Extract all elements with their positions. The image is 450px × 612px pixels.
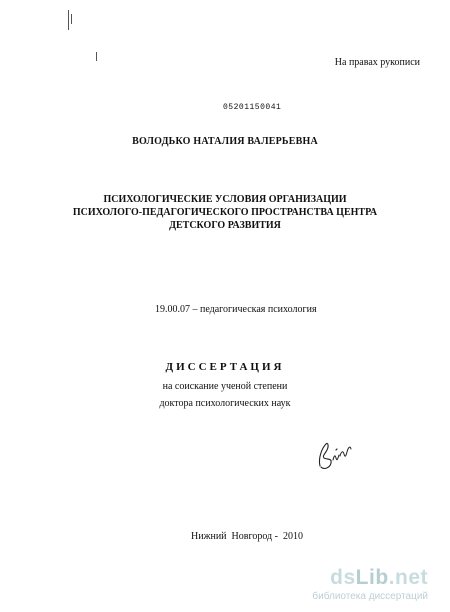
document-code: 05201150041 [223, 103, 282, 112]
city-year: Нижний Новгород - 2010 [191, 531, 303, 542]
watermark-brand: dsLib.net [330, 566, 428, 589]
watermark-logo [298, 564, 428, 608]
handwritten-signature [314, 436, 364, 476]
dissertation-label: ДИССЕРТАЦИЯ [165, 361, 285, 373]
dissertation-title [0, 193, 450, 232]
title-line: ПСИХОЛОГО-ПЕДАГОГИЧЕСКОГО ПРОСТРАНСТВА ЦЕНТРА [72, 207, 378, 218]
degree-line: доктора психологических наук [159, 398, 291, 409]
title-line: ПСИХОЛОГИЧЕСКИЕ УСЛОВИЯ ОРГАНИЗАЦИИ [103, 194, 347, 205]
scan-mark [68, 10, 69, 30]
title-line: ДЕТСКОГО РАЗВИТИЯ [169, 220, 281, 231]
rights-note: На правах рукописи [334, 57, 420, 68]
watermark-subtitle: библиотека диссертаций [312, 591, 428, 602]
author-name: ВОЛОДЬКО НАТАЛИЯ ВАЛЕРЬЕВНА [132, 136, 318, 147]
scan-mark [96, 52, 97, 61]
specialty-code: 19.00.07 – педагогическая психология [155, 304, 317, 315]
scan-mark [71, 14, 72, 24]
degree-line: на соискание ученой степени [162, 381, 288, 392]
